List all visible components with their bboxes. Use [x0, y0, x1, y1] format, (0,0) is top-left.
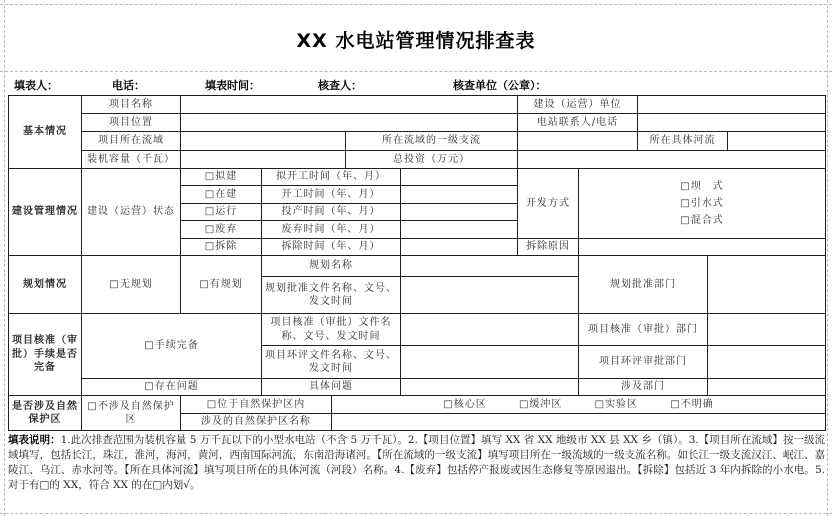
reserve-name-label: 涉及的自然保护区名称 — [181, 414, 332, 431]
involved-dept-value[interactable] — [708, 379, 826, 396]
fill-time-label: 填表时间： — [205, 79, 260, 92]
involved-dept-label: 涉及部门 — [579, 379, 708, 396]
basin-value[interactable] — [181, 132, 346, 151]
fill-header-row — [0, 77, 832, 93]
demolish-reason-value[interactable] — [579, 239, 826, 256]
checkbox-planned[interactable]: □拟建 — [181, 169, 262, 186]
river-value[interactable] — [728, 132, 826, 151]
approval-doc-label: 项目核准（审批）文件名称、文号、发文时间 — [262, 314, 401, 346]
tributary-value[interactable] — [518, 132, 638, 151]
operation-time-label: 投产时间（年、月） — [262, 204, 401, 221]
project-location-label: 项目位置 — [82, 114, 181, 132]
project-location-value[interactable] — [181, 114, 518, 132]
checkbox-procedures-complete[interactable]: □手续完备 — [82, 314, 262, 379]
operation-time-value[interactable] — [401, 204, 518, 221]
approval-dept-label: 项目核准（审批）部门 — [579, 314, 708, 346]
investment-value[interactable] — [518, 151, 826, 169]
inspection-form-table — [8, 95, 826, 431]
checkbox-experimental-zone[interactable]: □实验区 — [594, 398, 639, 410]
checkbox-abandoned[interactable]: □废弃 — [181, 221, 262, 239]
page-break-header — [0, 71, 832, 72]
plan-name-value[interactable] — [401, 256, 579, 277]
section-planning: 规划情况 — [9, 256, 82, 314]
page-break-bottom — [0, 513, 832, 514]
status-label: 建设（运营）状态 — [82, 169, 181, 256]
filler-label: 填表人： — [14, 79, 58, 92]
abandon-time-label: 废弃时间（年、月） — [262, 221, 401, 239]
plan-approve-dept-label: 规划批准部门 — [579, 256, 708, 314]
page-break-top — [0, 4, 832, 5]
notes-text: 1.此次排查范围为装机容量 5 万千瓦以下的小型水电站（不含 5 万千瓦）。2.【项目位置】填写 XX 省 XX 地级市 XX 县 XX 乡（镇）。3.【项目所在流域】按一级流域填写，包括长江，珠江，淮河，海河，黄河，西南国际河流，东南沿海诸河。【所在流域的一级支流】填写项目所在一级流域的一级支流名称。如长江一级支流汉江、岷江、嘉陵江、乌江、赤水河等。【所在具体河流】填写项目所在的具体河流（河段）名称。4.【废弃】包括停产报废或因生态修复等原因退出。【拆除】包括近 3 年内拆除的小水电。5.对于有□的 XX，符合 XX 的在□内划√。 — [8, 434, 826, 491]
construction-unit-label: 建设（运营）单位 — [518, 96, 638, 114]
checkbox-core-zone[interactable]: □核心区 — [443, 398, 487, 410]
section-approval: 项目核准（审批）手续是否完备 — [9, 314, 82, 396]
eia-dept-value[interactable] — [708, 346, 826, 379]
checkbox-dam-type[interactable]: □坝 式 — [680, 181, 724, 192]
reserve-name-value[interactable] — [332, 414, 826, 431]
planned-start-time-value[interactable] — [401, 169, 518, 186]
dev-mode-label: 开发方式 — [518, 169, 579, 239]
section-construction-mgmt: 建设管理情况 — [9, 169, 82, 256]
project-name-label: 项目名称 — [82, 96, 181, 114]
section-nature-reserve: 是否涉及自然保护区 — [9, 396, 82, 431]
project-name-value[interactable] — [181, 96, 518, 114]
check-unit-label: 核查单位（公章）： — [453, 79, 547, 92]
problem-detail-value[interactable] — [401, 379, 579, 396]
abandon-time-value[interactable] — [401, 221, 518, 239]
eia-doc-value[interactable] — [401, 346, 579, 379]
checkbox-no-plan[interactable]: □无规划 — [82, 256, 181, 314]
plan-doc-value[interactable] — [401, 277, 579, 314]
start-time-label: 开工时间（年、月） — [262, 186, 401, 204]
page-title: XX 水电站管理情况排查表 — [296, 30, 536, 52]
checkbox-buffer-zone[interactable]: □缓冲区 — [518, 398, 563, 410]
checkbox-unclear-zone[interactable]: □不明确 — [670, 398, 714, 410]
eia-doc-label: 项目环评文件名称、文号、发文时间 — [262, 346, 401, 379]
checkbox-has-plan[interactable]: □有规划 — [181, 256, 262, 314]
checkbox-demolished[interactable]: □拆除 — [181, 239, 262, 256]
demolish-time-value[interactable] — [401, 239, 518, 256]
start-time-value[interactable] — [401, 186, 518, 204]
approval-dept-value[interactable] — [708, 314, 826, 346]
checkbox-diversion-type[interactable]: □引水式 — [680, 198, 724, 209]
notes-label: 填表说明： — [8, 434, 61, 446]
eia-dept-label: 项目环评审批部门 — [579, 346, 708, 379]
demolish-reason-label: 拆除原因 — [518, 239, 579, 256]
approval-doc-value[interactable] — [401, 314, 579, 346]
plan-approve-dept-value[interactable] — [708, 256, 826, 314]
demolish-time-label: 拆除时间（年、月） — [262, 239, 401, 256]
section-basic-info: 基本情况 — [9, 96, 82, 169]
checkbox-not-in-reserve[interactable]: □不涉及自然保护区 — [82, 396, 181, 431]
checkbox-has-problem[interactable]: □存在问题 — [82, 379, 262, 396]
phone-label: 电话： — [112, 79, 145, 92]
checkbox-mixed-type[interactable]: □混合式 — [680, 215, 724, 226]
basin-label: 项目所在流域 — [82, 132, 181, 151]
checkbox-under-construction[interactable]: □在建 — [181, 186, 262, 204]
plan-doc-label: 规划批准文件名称、文号、发文时间 — [262, 277, 401, 314]
plan-name-label: 规划名称 — [262, 256, 401, 277]
problem-detail-label: 具体问题 — [262, 379, 401, 396]
river-label: 所在具体河流 — [638, 132, 728, 151]
checkbox-operating[interactable]: □运行 — [181, 204, 262, 221]
form-notes — [8, 433, 825, 493]
construction-unit-value[interactable] — [638, 96, 826, 114]
tributary-label: 所在流域的一级支流 — [346, 132, 518, 151]
capacity-label: 装机容量（千瓦） — [82, 151, 181, 169]
checker-label: 核查人： — [318, 79, 362, 92]
checkbox-in-reserve[interactable]: □位于自然保护区内 — [181, 396, 332, 414]
capacity-value[interactable] — [181, 151, 346, 169]
investment-label: 总投资（万元） — [346, 151, 518, 169]
contact-value[interactable] — [638, 114, 826, 132]
contact-label: 电站联系人/电话 — [518, 114, 638, 132]
planned-start-time-label: 拟开工时间（年、月） — [262, 169, 401, 186]
reserve-zone-options — [332, 396, 826, 414]
dev-mode-options — [579, 169, 826, 239]
